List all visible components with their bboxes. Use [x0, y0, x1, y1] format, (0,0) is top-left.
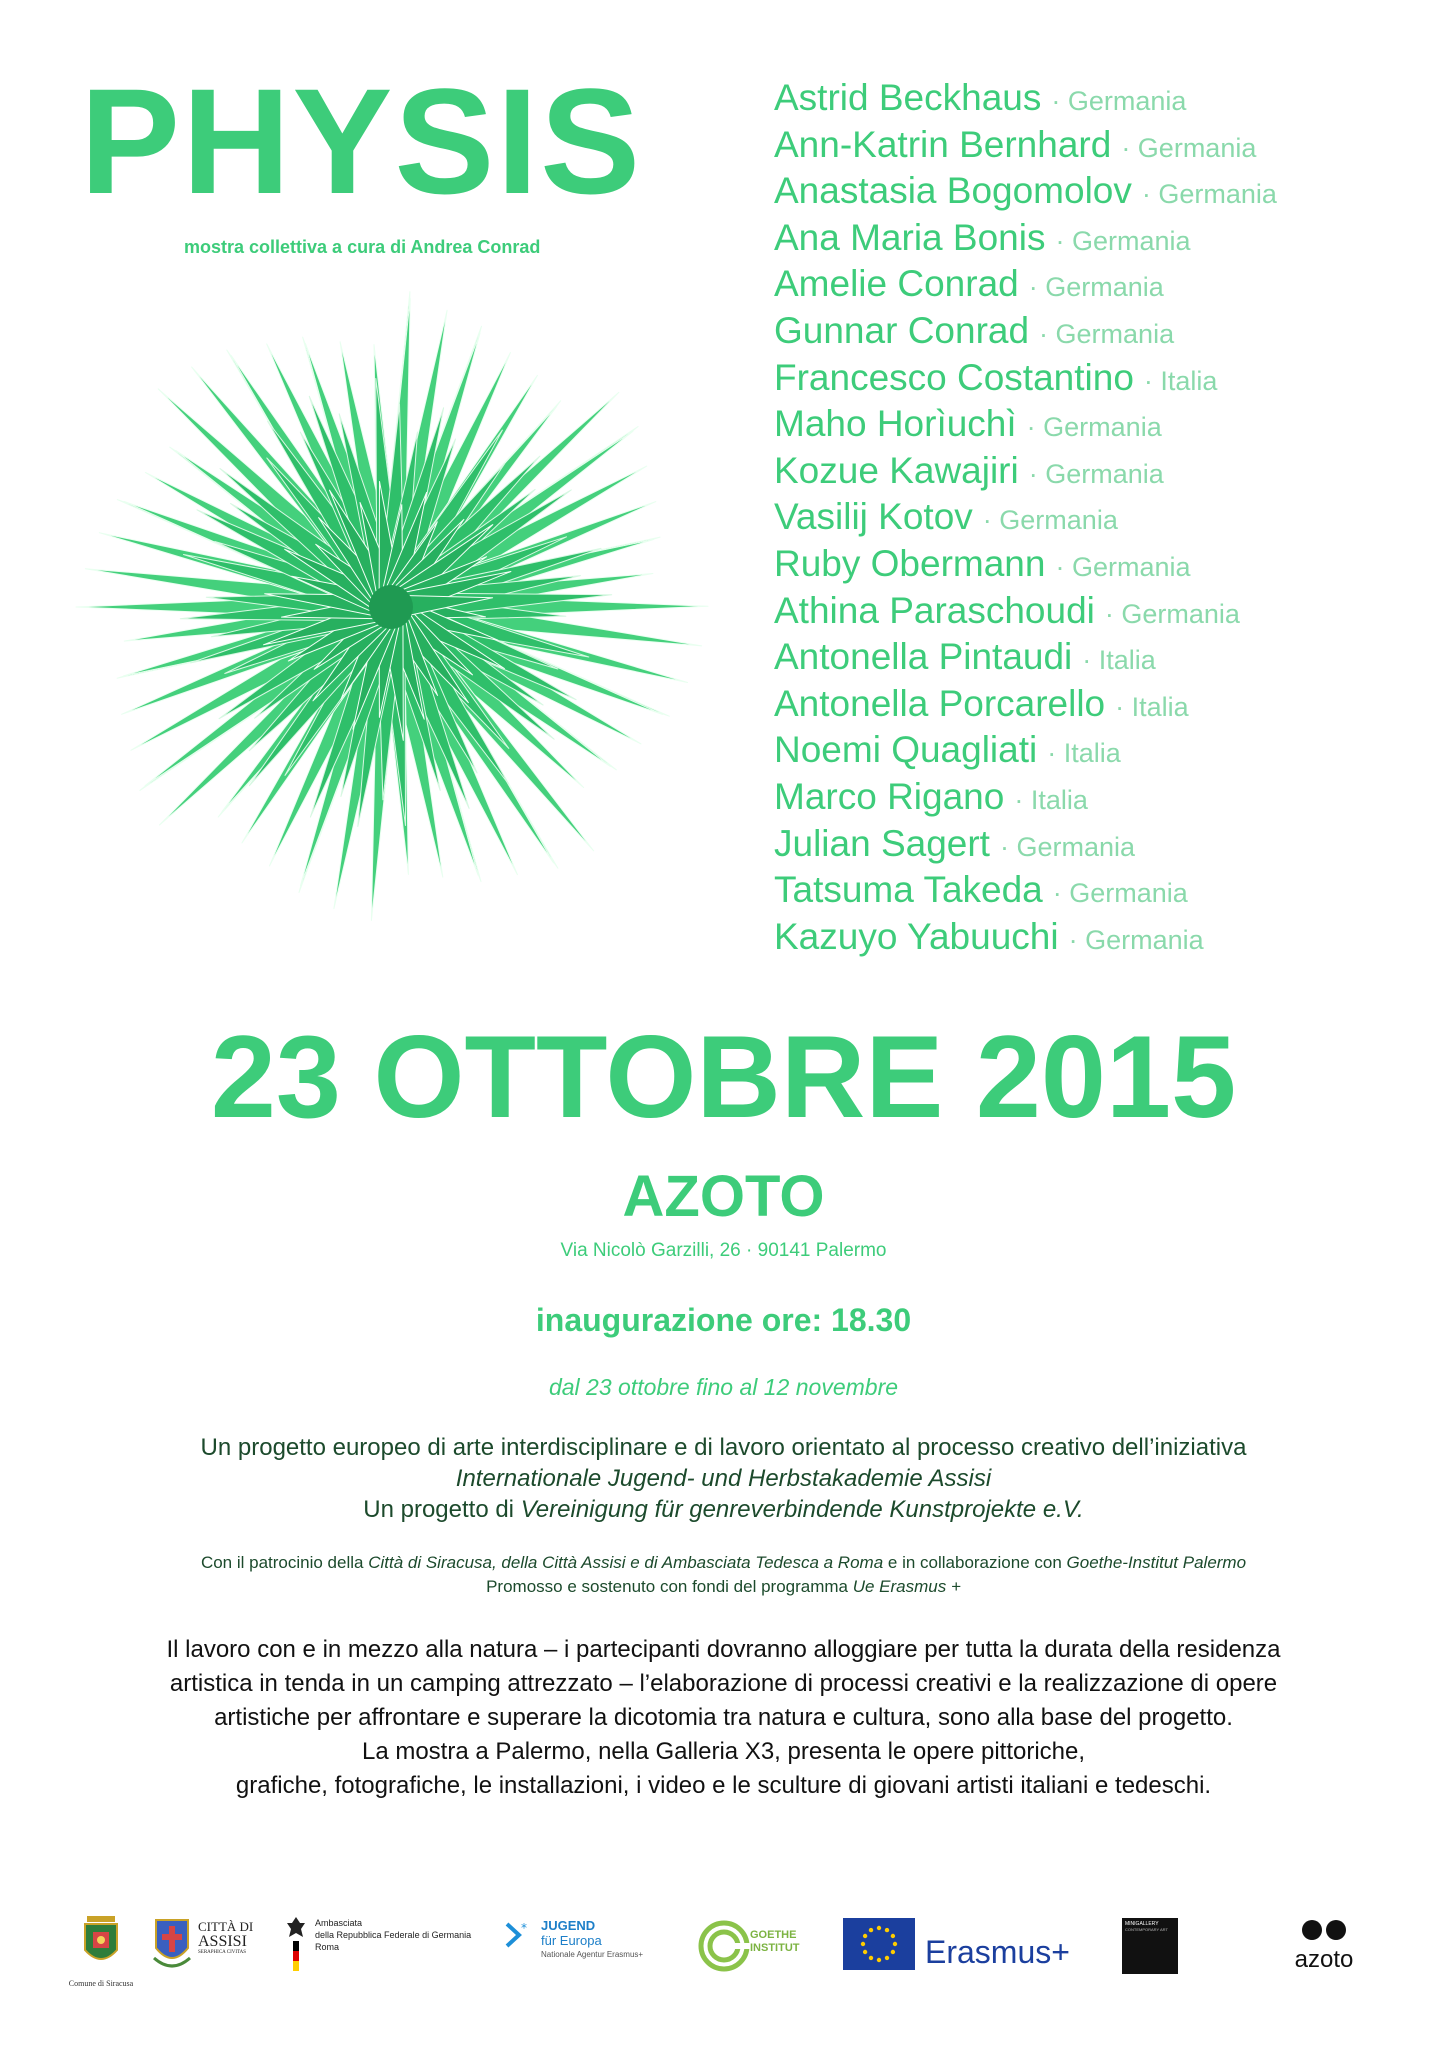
- artist-country: · Germania: [1028, 458, 1164, 489]
- artist-item: [774, 680, 1277, 727]
- jugend-label-1: JUGEND: [541, 1918, 596, 1933]
- eu-flag-icon: [843, 1918, 915, 1970]
- artist-item: [774, 540, 1277, 587]
- artist-name: Ann-Katrin Bernhard: [774, 123, 1112, 165]
- artist-name: Amelie Conrad: [774, 263, 1019, 305]
- artist-name: Gunnar Conrad: [774, 309, 1030, 351]
- goethe-label-2: INSTITUT: [750, 1942, 800, 1954]
- artist-item: [774, 726, 1277, 773]
- patronage-text-2: e in collaborazione con: [883, 1553, 1067, 1572]
- artist-item: [774, 74, 1277, 121]
- description-line: artistiche per affrontare e superare la dicotomia tra natura e cultura, sono alla base del progetto.: [214, 1704, 1233, 1731]
- artist-name: Astrid Beckhaus: [774, 77, 1042, 118]
- curator-subtitle: mostra collettiva a cura di Andrea Conrad: [184, 237, 541, 257]
- goethe-label-1: GOETHE: [750, 1929, 797, 1941]
- minigallery-logo: [1122, 1918, 1178, 1974]
- funding-text: Promosso e sostenuto con fondi del programma: [486, 1577, 853, 1596]
- description-line: La mostra a Palermo, nella Galleria X3, presenta le opere pittoriche,: [361, 1738, 1086, 1765]
- artist-country: · Germania: [1141, 179, 1277, 210]
- artist-item: [774, 354, 1277, 401]
- jugend-label-2: für Europa: [541, 1933, 602, 1948]
- artist-country: · Germania: [1055, 225, 1191, 256]
- artist-country: · Germania: [1052, 878, 1188, 909]
- jugend-fuer-europa-logo: [505, 1918, 675, 1978]
- embassy-label-2: della Repubblica Federale di Germania: [315, 1930, 472, 1940]
- artist-item: [774, 121, 1277, 168]
- opening-time: inaugurazione ore: 18.30: [535, 1302, 912, 1338]
- artist-name: Anastasia Bogomolov: [774, 170, 1132, 212]
- siracusa-logo: [66, 1912, 136, 1992]
- artist-country: · Germania: [1051, 86, 1187, 116]
- assisi-label-3: SERAPHICA CIVITAS: [198, 1950, 247, 1956]
- artist-item: [774, 633, 1277, 680]
- artist-item: [774, 866, 1277, 913]
- description-line: Il lavoro con e in mezzo alla natura – i partecipanti dovranno alloggiare per tutta la durata della residenza: [166, 1636, 1281, 1663]
- patronage-info: [0, 1551, 1447, 1599]
- artist-item: [774, 447, 1277, 494]
- artist-name: Kazuyo Yabuuchi: [774, 915, 1059, 957]
- artist-name: Antonella Pintaudi: [774, 636, 1073, 678]
- description-line: grafiche, fotografiche, le installazioni, i video e le sculture di giovani artisti italiani e tedeschi.: [235, 1772, 1212, 1799]
- patronage-patrons: Città di Siracusa, della Città Assisi e di Ambasciata Tedesca a Roma: [368, 1553, 884, 1572]
- project-organization: Vereinigung für genreverbindende Kunstprojekte e.V.: [520, 1496, 1084, 1523]
- patronage-text-1: Con il patrocinio della: [200, 1553, 369, 1572]
- artist-name: Francesco Costantino: [774, 356, 1134, 398]
- artist-country: · Germania: [1055, 551, 1191, 582]
- description-line: artistica in tenda in un camping attrezzato – l’elaborazione di processi creativi e la realizzazione di opere: [169, 1670, 1278, 1697]
- artist-item: [774, 214, 1277, 261]
- artist-country: · Italia: [1082, 645, 1156, 676]
- assisi-logo: [152, 1912, 262, 1982]
- artist-name: Kozue Kawajiri: [774, 449, 1019, 491]
- patronage-partner: Goethe-Institut Palermo: [1066, 1553, 1247, 1572]
- artist-country: · Germania: [1026, 412, 1162, 443]
- minigallery-label-1: MINIGALLERY: [1125, 1921, 1159, 1927]
- project-line-1: Un progetto europeo di arte interdisciplinare e di lavoro orientato al processo creativo dell’iniziativa: [200, 1434, 1247, 1461]
- artist-item: [774, 773, 1277, 820]
- azoto-label: azoto: [1294, 1946, 1354, 1973]
- goethe-institut-logo: [698, 1920, 818, 1976]
- artist-country: · Germania: [1068, 924, 1204, 955]
- assisi-crest-icon: [152, 1912, 192, 1974]
- erasmus-plus-logo: [843, 1918, 1103, 1982]
- project-line-3-prefix: Un progetto di: [363, 1496, 521, 1523]
- funding-program: Ue Erasmus +: [852, 1577, 961, 1596]
- artist-item: [774, 307, 1277, 354]
- erasmus-label: Erasmus+: [925, 1934, 1070, 1970]
- svg-text:*: *: [521, 1921, 527, 1935]
- siracusa-label: Comune di Siracusa: [68, 1979, 134, 1988]
- artist-item: [774, 913, 1277, 960]
- assisi-label-2: ASSISI: [198, 1932, 247, 1950]
- artist-item: [774, 400, 1277, 447]
- artist-country: · Italia: [1143, 365, 1218, 396]
- artist-name: Vasilij Kotov: [774, 496, 973, 538]
- venue-name: AZOTO: [622, 1164, 825, 1229]
- assisi-label-1: CITTÀ DI: [198, 1919, 254, 1934]
- project-line-2: Internationale Jugend- und Herbstakademie Assisi: [455, 1465, 992, 1492]
- artist-country: · Germania: [1039, 318, 1175, 349]
- german-eagle-icon: [285, 1915, 307, 1975]
- agave-plant-image: [64, 282, 718, 942]
- embassy-label-1: Ambasciata: [315, 1918, 363, 1928]
- minigallery-label-2: CONTEMPORARY ART: [1125, 1927, 1168, 1932]
- artist-name: Ruby Obermann: [774, 542, 1046, 584]
- artist-name: Tatsuma Takeda: [774, 869, 1043, 911]
- artist-country: · Germania: [982, 505, 1118, 536]
- azoto-dots-icon: [1296, 1918, 1352, 1942]
- artist-name: Maho Horìuchì: [774, 403, 1017, 445]
- artist-item: [774, 260, 1277, 307]
- jugend-arrow-icon: [505, 1920, 535, 1950]
- jugend-label-3: Nationale Agentur Erasmus+: [541, 1950, 644, 1959]
- exhibition-period: dal 23 ottobre fino al 12 novembre: [548, 1374, 899, 1400]
- artist-item: [774, 587, 1277, 634]
- venue-address: Via Nicolò Garzilli, 26 · 90141 Palermo: [560, 1240, 887, 1261]
- artist-country: · Germania: [1028, 272, 1164, 303]
- embassy-logo: [285, 1915, 472, 1985]
- artist-country: · Italia: [1014, 784, 1088, 815]
- artist-country: · Italia: [1047, 738, 1121, 769]
- poster-title: PHYSIS: [80, 57, 643, 225]
- artist-item: [774, 820, 1277, 867]
- artist-name: Julian Sagert: [774, 822, 990, 864]
- artist-item: [774, 167, 1277, 214]
- project-description: [0, 1633, 1447, 1803]
- artist-name: Marco Rigano: [774, 775, 1005, 817]
- goethe-circle-icon: [698, 1920, 750, 1972]
- artist-country: · Germania: [1104, 598, 1240, 629]
- artist-country: · Germania: [999, 831, 1136, 862]
- azoto-logo: [1284, 1918, 1364, 1978]
- artist-item: [774, 493, 1277, 540]
- event-date: 23 OTTOBRE 2015: [210, 1011, 1237, 1142]
- embassy-label-3: Roma: [315, 1942, 340, 1952]
- project-info: [0, 1432, 1447, 1525]
- artist-country: · Italia: [1115, 691, 1189, 722]
- artist-list: [774, 74, 1277, 959]
- artist-country: · Germania: [1121, 132, 1257, 163]
- siracusa-crest-icon: [81, 1912, 121, 1974]
- artist-name: Noemi Quagliati: [774, 729, 1038, 771]
- artist-name: Antonella Porcarello: [774, 682, 1106, 724]
- artist-name: Athina Paraschoudi: [774, 589, 1095, 631]
- artist-name: Ana Maria Bonis: [774, 216, 1046, 258]
